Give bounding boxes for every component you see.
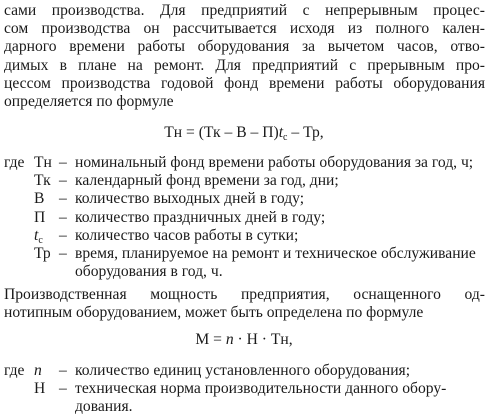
definition-row bbox=[4, 154, 488, 172]
formula-right: – Тр, bbox=[287, 124, 324, 141]
definition-dash: – bbox=[59, 362, 67, 379]
definition-dash: – bbox=[59, 172, 67, 190]
where-label: где bbox=[4, 154, 25, 171]
definition-symbol: Н bbox=[34, 380, 46, 398]
symbol-t: t bbox=[34, 226, 39, 244]
definition-text: время, планируемое на ремонт и техническое обслуживание bbox=[75, 244, 476, 262]
definition-text: количество праздничных дней в году; bbox=[75, 208, 326, 226]
definition-dash: – bbox=[59, 190, 67, 208]
definition-dash: – bbox=[59, 244, 67, 262]
formula-m: М = bbox=[195, 331, 226, 348]
formula-rest: · Н · Тн, bbox=[233, 331, 293, 348]
text-line: нотипным оборудованием, может быть определена по формуле bbox=[4, 304, 424, 322]
text-line: димых в плане на ремонт. Для предприятий с прерывным про- bbox=[4, 56, 485, 74]
text-line: цессом производства годовой фонд времени работы оборудования bbox=[4, 74, 485, 92]
text-line: Производственная мощность предприятия, оснащенного од- bbox=[4, 286, 485, 303]
definition-row bbox=[4, 362, 488, 380]
definition-row bbox=[4, 172, 488, 190]
definition-symbol: В bbox=[34, 190, 45, 208]
text-line: сом производства он рассчитывается исходя из полного кален- bbox=[4, 20, 485, 38]
definition-row bbox=[4, 245, 488, 263]
formula-n: n bbox=[225, 331, 234, 348]
text-line: сами производства. Для предприятий с непрерывным процес- bbox=[4, 2, 485, 19]
definition-row-continuation bbox=[4, 398, 488, 416]
where-label: где bbox=[4, 362, 25, 379]
definition-dash: – bbox=[59, 380, 67, 398]
definition-symbol: Тк bbox=[34, 172, 51, 190]
symbol-t-sub: c bbox=[38, 234, 43, 246]
definition-row-continuation bbox=[4, 263, 488, 281]
formula-capacity bbox=[0, 331, 488, 349]
formula-t-sub: c bbox=[283, 132, 288, 143]
definition-text: дования. bbox=[75, 398, 133, 416]
definition-row bbox=[4, 380, 488, 398]
definition-text: количество часов работы в сутки; bbox=[75, 226, 299, 244]
definition-symbol: П bbox=[34, 208, 46, 226]
paragraph-capacity-fund bbox=[4, 2, 485, 111]
paragraph-capacity bbox=[4, 286, 485, 322]
definition-text: техническая норма производительности данного обору- bbox=[75, 380, 447, 398]
definition-symbol: Тн bbox=[34, 154, 52, 171]
definition-symbol: Тр bbox=[34, 244, 51, 262]
definitions-list-2 bbox=[4, 362, 488, 417]
definition-text: номинальный фонд времени работы оборудования за год, ч; bbox=[75, 154, 474, 171]
definition-text: количество единиц установленного оборудования; bbox=[75, 362, 411, 379]
definition-row bbox=[4, 190, 488, 208]
definition-row bbox=[4, 227, 488, 245]
definition-text: количество выходных дней в году; bbox=[75, 190, 305, 208]
definitions-list-1 bbox=[4, 154, 488, 281]
definition-dash: – bbox=[59, 226, 67, 244]
definition-symbol: n bbox=[34, 362, 42, 379]
definition-row bbox=[4, 209, 488, 227]
text-line: определяется по формуле bbox=[4, 93, 174, 111]
definition-dash: – bbox=[59, 154, 67, 171]
formula-nominal-fund bbox=[0, 124, 488, 142]
definition-dash: – bbox=[59, 208, 67, 226]
formula-t: t bbox=[278, 124, 284, 141]
definition-text: оборудования в год, ч. bbox=[75, 263, 223, 281]
text-line: дарного времени работы оборудования за вычетом часов, отво- bbox=[4, 38, 485, 56]
formula-left: Тн = (Тк – В – П) bbox=[164, 124, 279, 141]
definition-symbol bbox=[34, 227, 43, 245]
definition-text: календарный фонд времени за год, дни; bbox=[75, 172, 339, 190]
